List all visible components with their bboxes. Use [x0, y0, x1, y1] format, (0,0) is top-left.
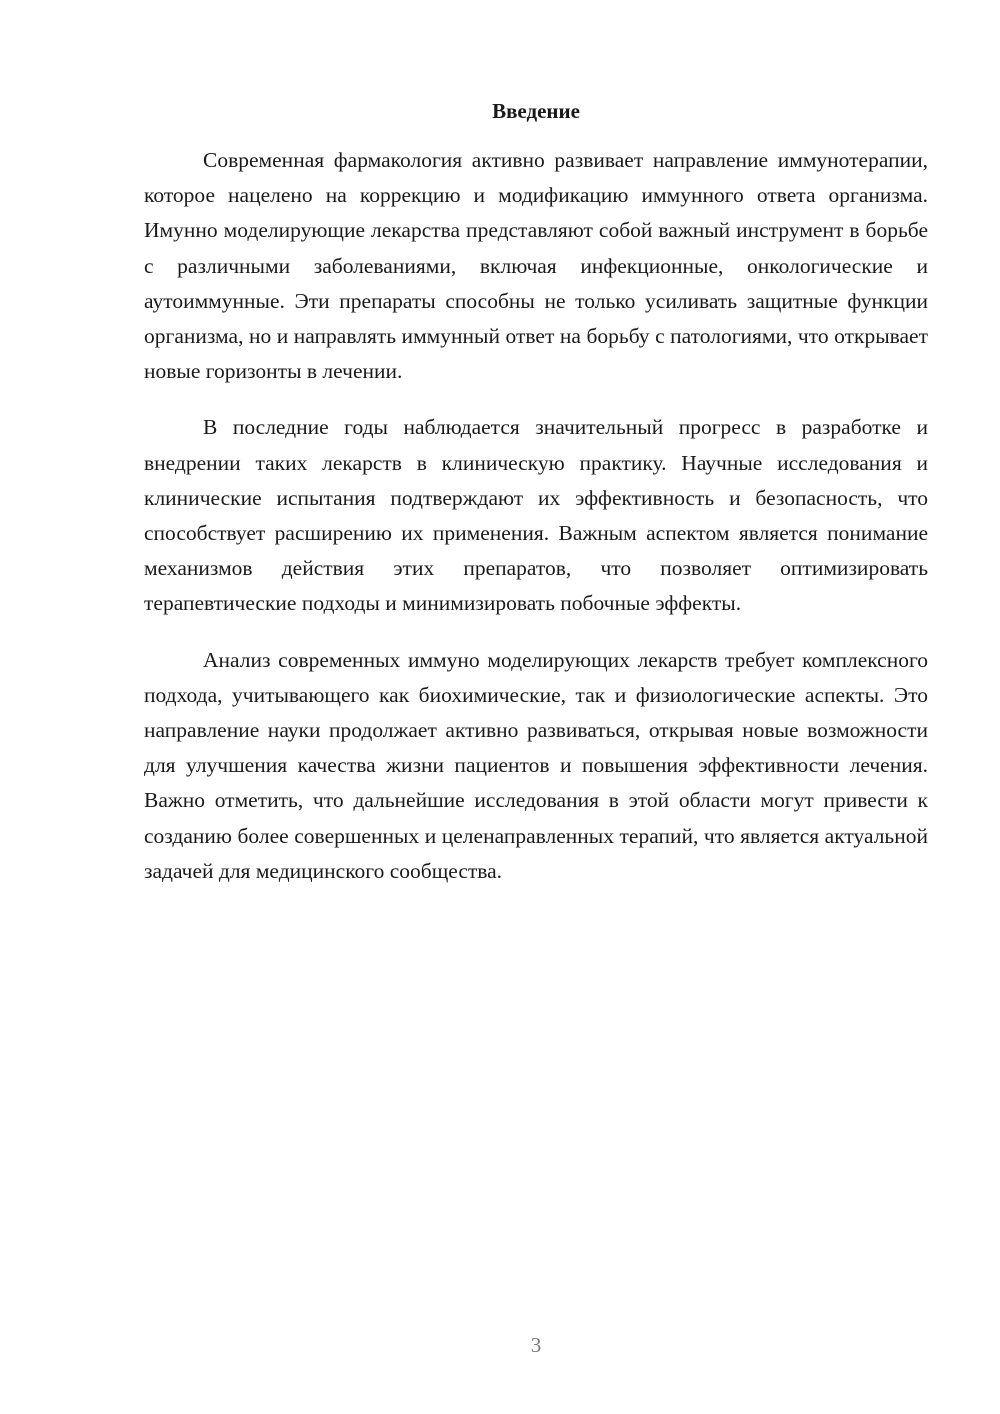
section-heading: Введение — [492, 99, 580, 123]
paragraph-1: Современная фармакология активно развивает направление иммунотерапии, которое нацелено на коррекцию и модификацию иммунного ответа организма. Имунно моделирующие лекарства представляют собой важный инструмент в борьбе с различными заболеваниями, включая инфекционные, онкологические и аутоиммунные. Эти препараты способны не только усиливать защитные функции организма, но и направлять иммунный ответ на борьбу с патологиями, что открывает новые горизонты в лечении. — [144, 148, 928, 384]
page-number: 3 — [530, 1333, 542, 1357]
body-text — [144, 143, 928, 910]
paragraph-3: Анализ современных иммуно моделирующих лекарств требует комплексного подхода, учитывающего как биохимические, так и физиологические аспекты. Это направление науки продолжает активно развиваться, открывая новые возможности для улучшения качества жизни пациентов и повышения эффективности лечения. Важно отметить, что дальнейшие исследования в этой области могут привести к созданию более совершенных и целенаправленных терапий, что является актуальной задачей для медицинского сообщества. — [144, 647, 928, 883]
paragraph-2: В последние годы наблюдается значительный прогресс в разработке и внедрении таких лекарств в клиническую практику. Научные исследования и клинические испытания подтверждают их эффективность и безопасность, что способствует расширению их применения. Важным аспектом является понимание механизмов действия этих препаратов, что позволяет оптимизировать терапевтические подходы и минимизировать побочные эффекты. — [144, 415, 928, 616]
